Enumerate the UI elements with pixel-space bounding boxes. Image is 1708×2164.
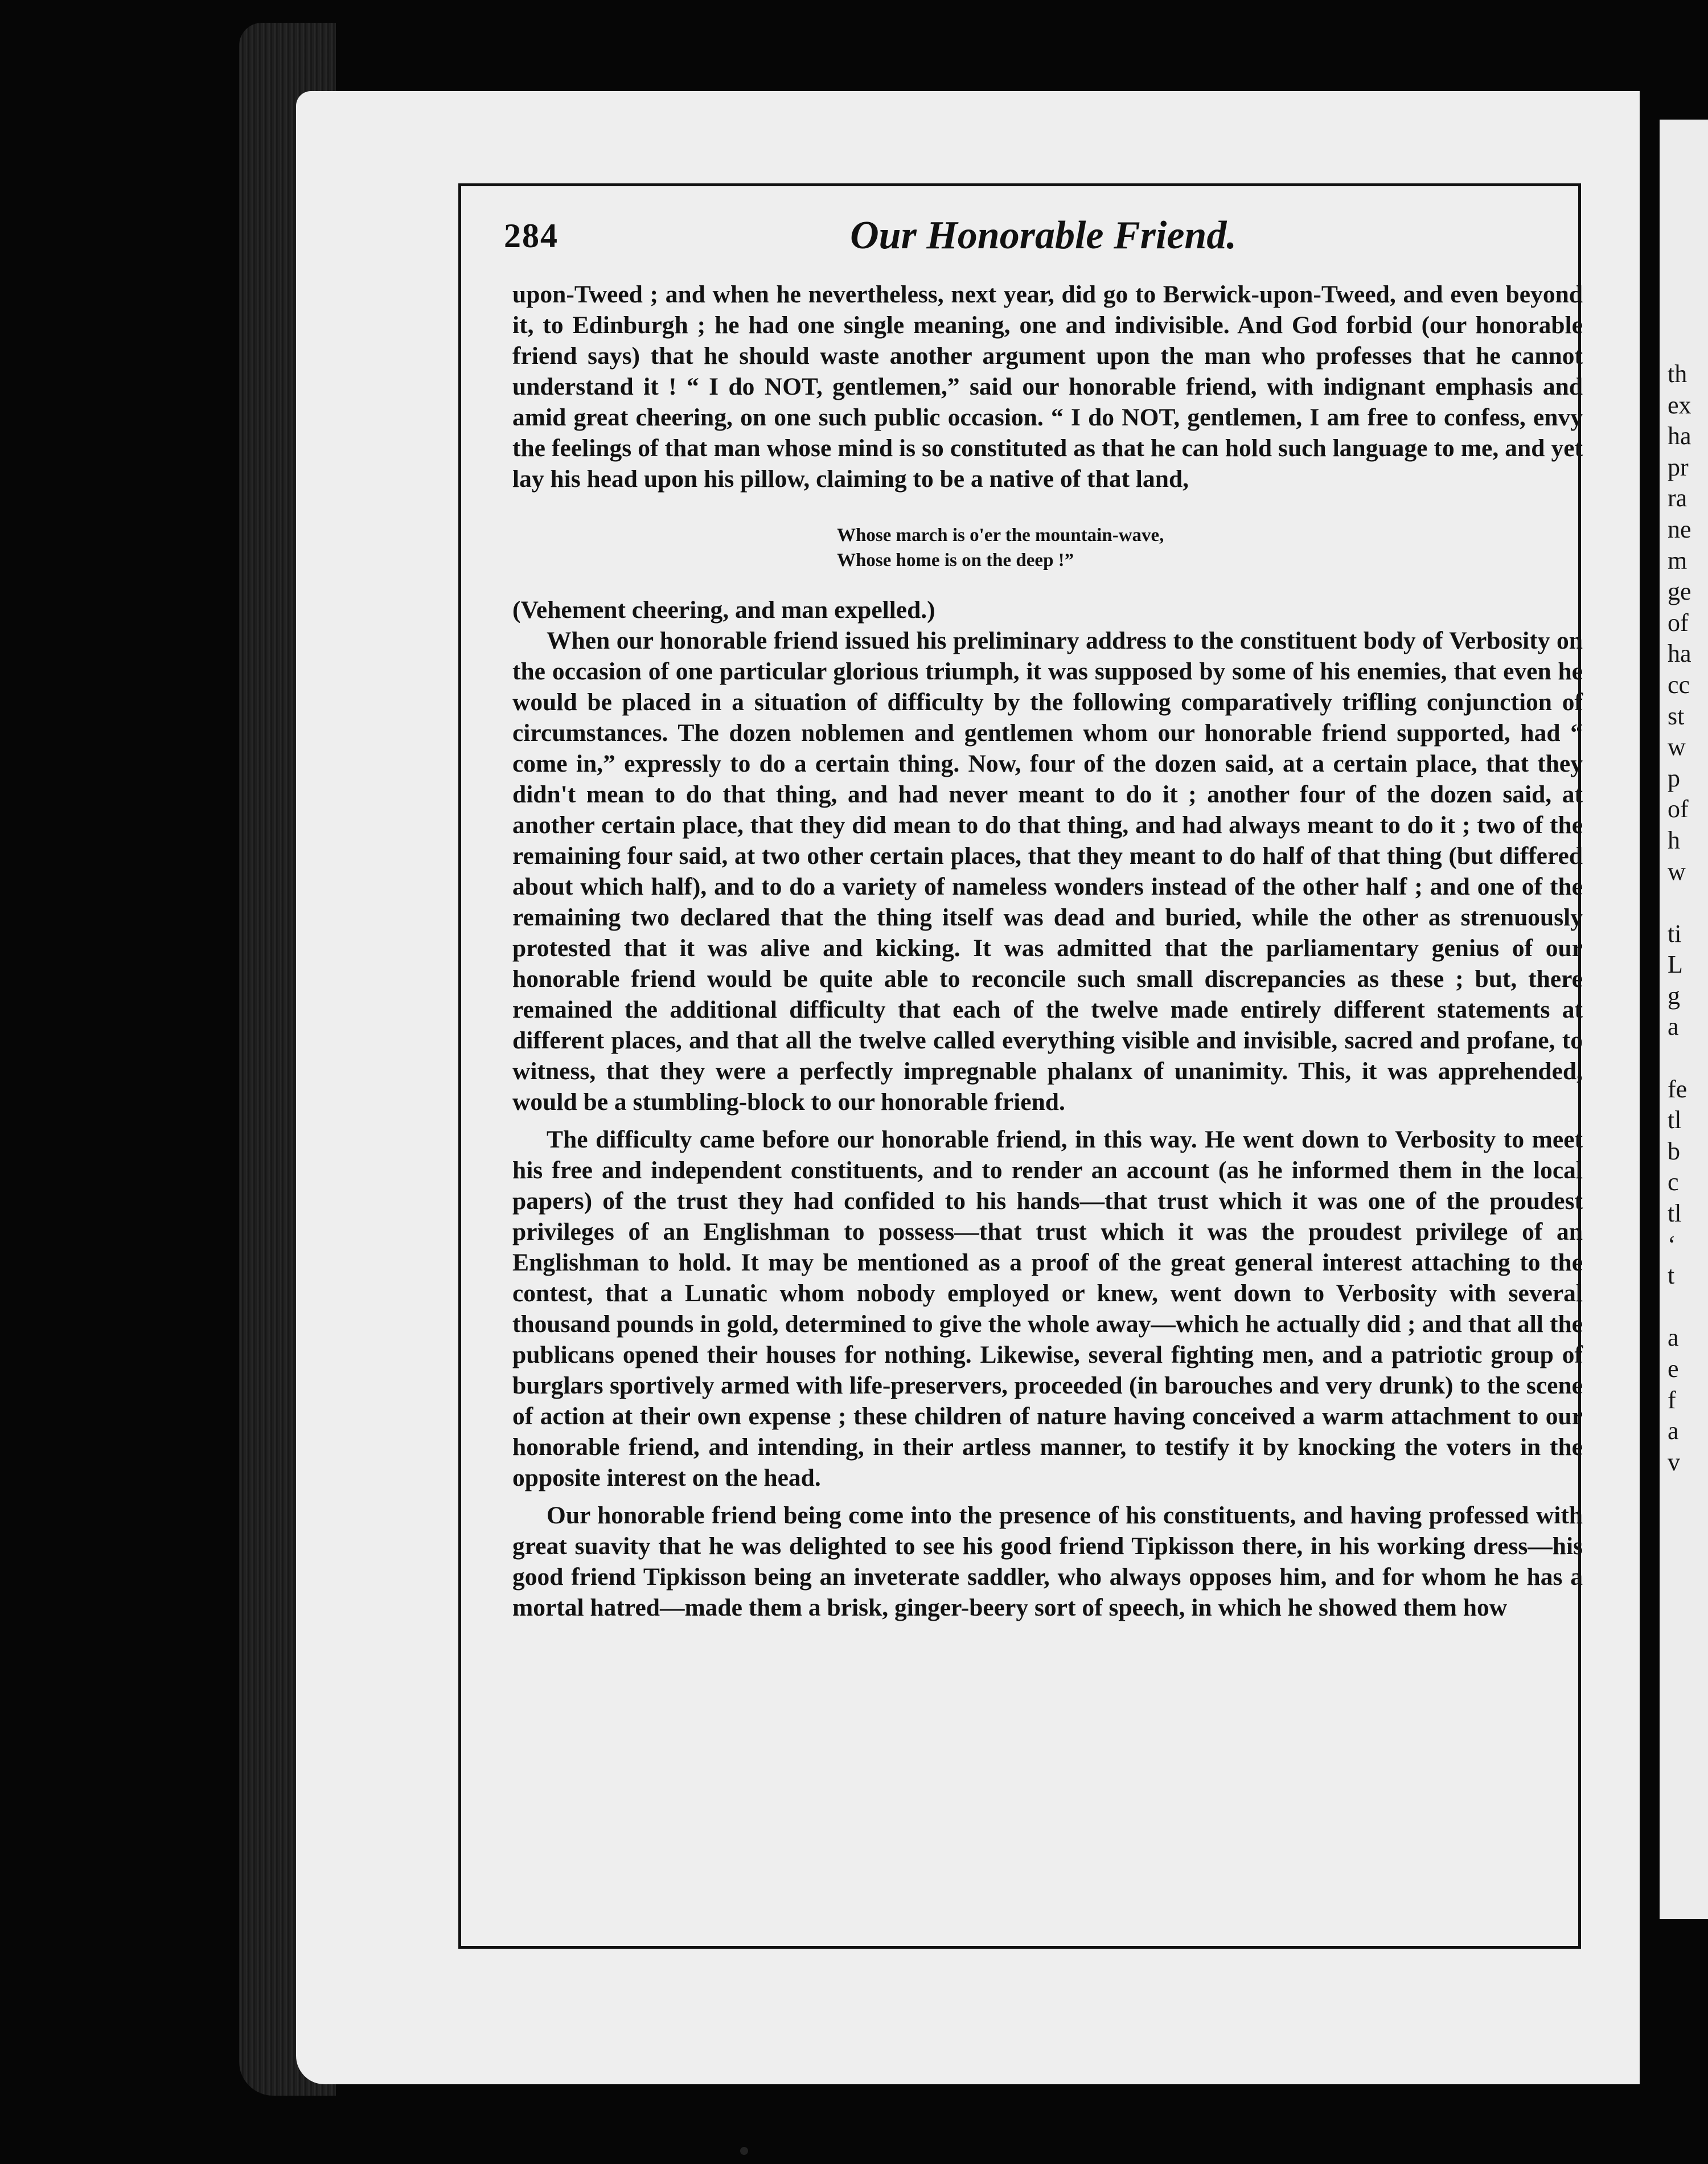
paragraph: (Vehement cheering, and man expelled.) xyxy=(512,596,935,624)
paragraph: When our honorable friend issued his preliminary address to the constituent body of Verbosity on the occasion of one particular glorious triumph, it was supposed by some of his enemies, that even he would be placed in a situation of difficulty by the following comparatively trifling conjunction of circumstances. The dozen noblemen and gentlemen whom our honorable friend supported, had “ come in,” expressly to do a certain thing. Now, four of the dozen said, at a certain place, that they didn't mean to do that thing, and had never meant to do it ; another four of the dozen said, at another certain place, that they did mean to do that thing, and had always meant to do it ; two of the remaining four said, at two other certain places, that they meant to do half of that thing (but differed about which half), and to do a variety of nameless wonders instead of the other half ; and one of the remaining two declared that the thing itself was dead and buried, while the other as strenuously protested that it was alive and kicking. It was admitted that the parliamentary genius of our honorable friend would be quite able to reconcile such small discrepancies as these ; but, there remained the additional difficulty that each of the twelve made entirely different statements at different places, and that all the twelve called everything visible and invisible, sacred and profane, to witness, that they were a perfectly impregnable phalanx of unanimity. This, it was apprehended, would be a stumbling-block to our honorable friend. xyxy=(512,627,1583,1116)
page-number: 284 xyxy=(504,217,559,255)
adjacent-page-text: th ex ha pr ra ne m ge of ha cc st w p of h w ti L g a fe tl b c tl ‘ t a e f a v xyxy=(1668,360,1691,1476)
verse-line: Whose home is on the deep !” xyxy=(837,550,1074,571)
verse-line: Whose march is o'er the mountain-wave, xyxy=(837,525,1164,546)
running-title: Our Honorable Friend. xyxy=(850,214,1237,257)
verse-quote xyxy=(837,523,1583,573)
page-header xyxy=(504,216,1583,268)
paragraph: Our honorable friend being come into the presence of his constituents, and having professed with great suavity that he was delighted to see his good friend Tipkisson there, in his working dress—his good friend Tipkisson being an inveterate saddler, who always opposes him, and for whom he has a mortal hatred—made them a brisk, ginger-beery sort of speech, in which he showed them how xyxy=(512,1502,1583,1621)
paragraph: upon-Tweed ; and when he nevertheless, next year, did go to Berwick-upon-Tweed, and even beyond it, to Edinburgh ; he had one single meaning, one and indivisible. And God forbid (our honorable friend says) that he should waste another argument upon the man who professes that he cannot understand it ! “ I do NOT, gentlemen,” said our honorable friend, with indignant emphasis and amid great cheering, on one such public occasion. “ I do NOT, gentlemen, I am free to confess, envy the feelings of that man whose mind is so constituted as that he can hold such language to me, and yet lay his head upon his pillow, claiming to be a native of that land, xyxy=(512,281,1583,493)
paragraph: The difficulty came before our honorable friend, in this way. He went down to Verbosity to meet his free and independent constituents, and to render an account (as he informed them in the local papers) of the trust they had confided to his hands—that trust which it was one of the proudest privileges of an Englishman to possess—that trust which it was the proudest privilege of an Englishman to hold. It may be mentioned as a proof of the great general interest attaching to the contest, that a Lunatic whom nobody employed or knew, went down to Verbosity with several thousand pounds in gold, determined to give the whole away—which he actually did ; and that all the publicans opened their houses for nothing. Likewise, several fighting men, and a patriotic group of burglars sportively armed with life-preservers, proceeded (in barouches and very drunk) to the scene of action at their own expense ; these children of nature having conceived a warm attachment to our honorable friend, and intending, in their artless manner, to testify it by knocking the voters in the opposite interest on the head. xyxy=(512,1126,1583,1491)
scan-speck xyxy=(740,2147,748,2155)
adjacent-page xyxy=(1660,120,1708,1919)
body-text xyxy=(512,279,1583,1623)
